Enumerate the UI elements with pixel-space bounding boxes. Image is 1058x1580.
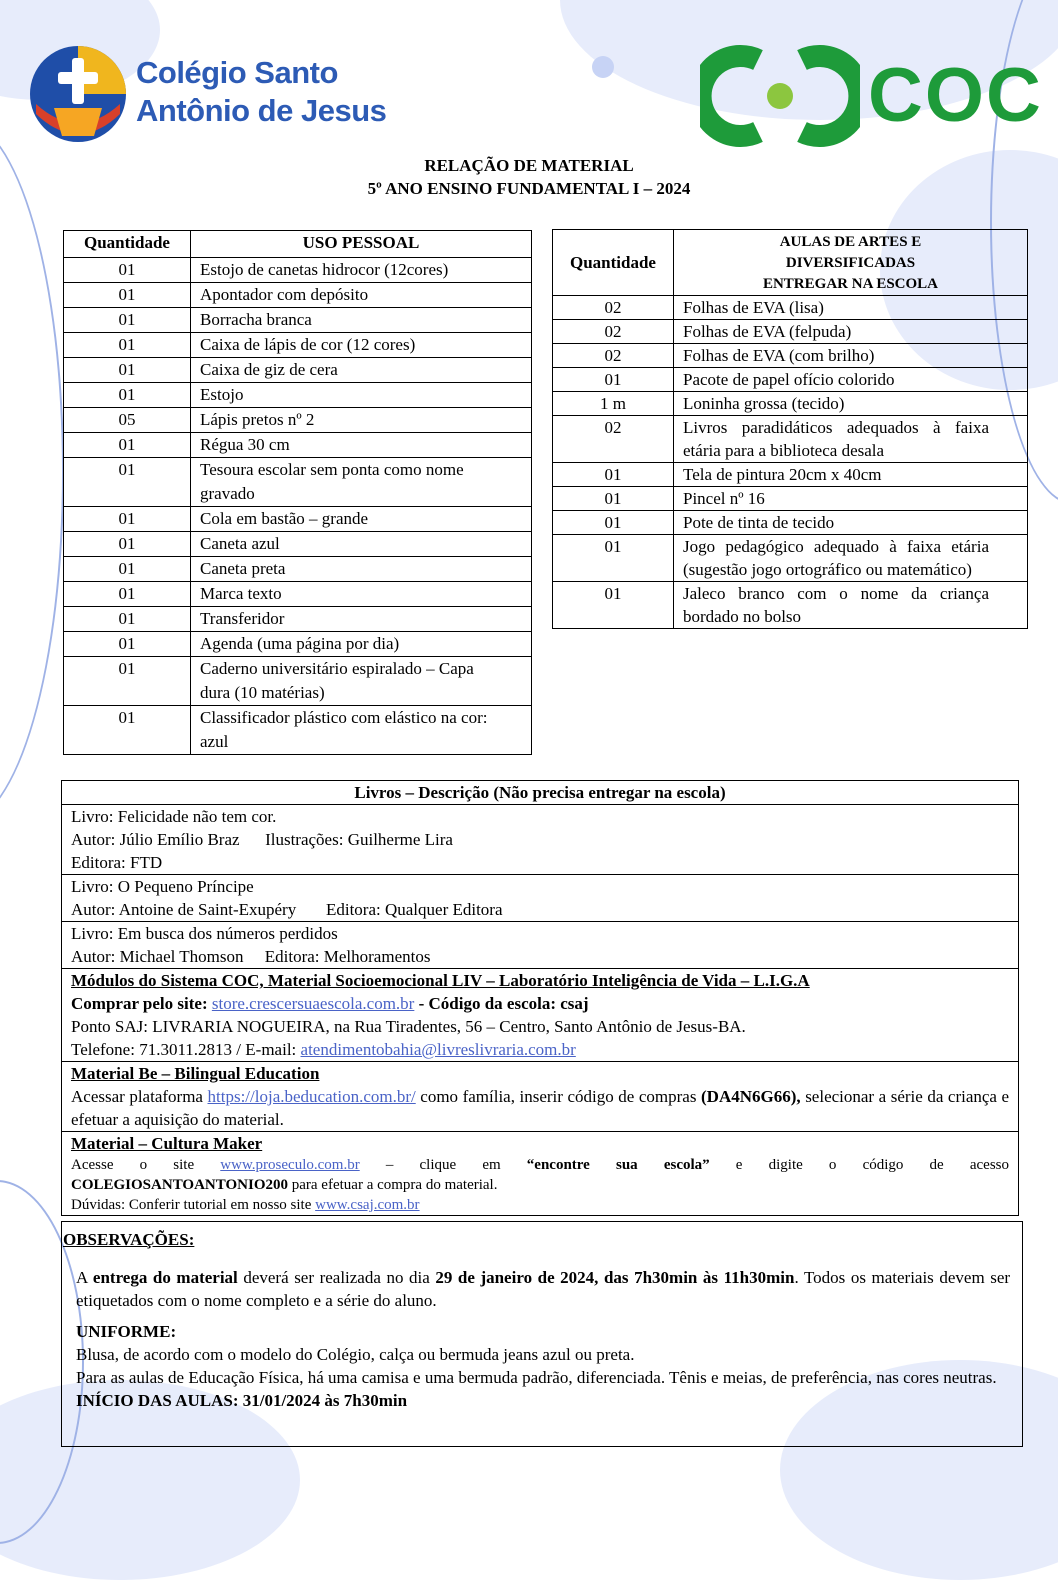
cultura-maker-text-part: Acesse o site (71, 1157, 195, 1173)
quantity-cell: 01 (64, 333, 191, 358)
item-cell: Cola em bastão – grande (191, 507, 532, 532)
book-illustrator: Ilustrações: Guilherme Lira (265, 830, 453, 849)
table-header-row (553, 230, 1028, 296)
table-row (64, 433, 532, 458)
book-row (62, 875, 1019, 922)
item-cell: Livros paradidáticos adequados à faixa etária para a biblioteca desala (674, 416, 1028, 463)
quantity-cell: 01 (64, 258, 191, 283)
table-row (64, 283, 532, 308)
coc-contact-line (71, 1038, 1009, 1061)
item-cell: Agenda (uma página por dia) (191, 632, 532, 657)
cultura-maker-text-part: – clique em (385, 1157, 501, 1173)
quantity-cell: 01 (64, 657, 191, 706)
book-row (62, 922, 1019, 969)
cultura-maker-row (62, 1132, 1019, 1216)
table-row (64, 308, 532, 333)
material-be-text (71, 1085, 1009, 1131)
uso-pessoal-table (63, 230, 532, 755)
table-row (64, 607, 532, 632)
table-row (64, 458, 532, 507)
item-cell: Loninha grossa (tecido) (674, 392, 1028, 416)
quantity-cell: 01 (64, 532, 191, 557)
artes-rows (553, 296, 1028, 629)
table-row (553, 344, 1028, 368)
quantity-cell: 02 (553, 296, 674, 320)
cultura-maker-heading: Material – Cultura Maker (71, 1134, 263, 1153)
item-cell: Folhas de EVA (lisa) (674, 296, 1028, 320)
material-be-text-part: selecionar a série da criança e efetuar a aquisição do material. (71, 1087, 1010, 1129)
quantity-cell: 05 (64, 408, 191, 433)
uniforme-text-2: Para as aulas de Educação Física, há uma camisa e uma bermuda padrão, diferenciada. Tênis e meias, de preferência, nas cores neutras. (76, 1368, 997, 1387)
table-row (64, 657, 532, 706)
item-cell: Caderno universitário espiralado – Capa dura (10 matérias) (191, 657, 532, 706)
book-title: Livro: Em busca dos números perdidos (71, 924, 338, 943)
material-be-code: (DA4N6G66), (701, 1087, 801, 1106)
quantity-cell: 02 (553, 344, 674, 368)
table-row (553, 416, 1028, 463)
cultura-maker-doubt-text: Dúvidas: Conferir tutorial em nosso site (71, 1197, 312, 1213)
quantity-cell: 01 (64, 433, 191, 458)
csaj-link[interactable]: www.csaj.com.br (315, 1197, 420, 1213)
table-row (553, 463, 1028, 487)
book-author-line (71, 945, 1009, 968)
quantity-cell: 01 (553, 535, 674, 582)
table-row (64, 632, 532, 657)
table-row (64, 706, 532, 755)
column-header-artes (674, 230, 1028, 296)
book-author: Autor: Antoine de Saint-Exupéry (71, 900, 297, 919)
cultura-maker-doubts (71, 1195, 1009, 1215)
table-row (553, 582, 1028, 629)
table-row (553, 368, 1028, 392)
quantity-cell: 01 (64, 607, 191, 632)
uso-pessoal-rows (64, 258, 532, 755)
cultura-maker-code-line (71, 1175, 1009, 1195)
column-header-uso-pessoal: USO PESSOAL (191, 231, 532, 258)
item-cell: Transferidor (191, 607, 532, 632)
item-cell: Jaleco branco com o nome da criança bordado no bolso (674, 582, 1028, 629)
school-name (136, 54, 386, 130)
coc-symbol-icon (700, 40, 860, 150)
material-be-row (62, 1062, 1019, 1132)
quantity-cell: 01 (64, 383, 191, 408)
material-be-link[interactable]: https://loja.beducation.com.br/ (207, 1087, 416, 1106)
coc-wordmark: COC (868, 53, 1043, 138)
table-row (64, 333, 532, 358)
item-cell: Folhas de EVA (com brilho) (674, 344, 1028, 368)
uniforme-title: UNIFORME: (76, 1322, 177, 1341)
page-title (0, 154, 1058, 201)
column-header-line2: DIVERSIFICADAS (785, 255, 916, 271)
table-header-row (62, 781, 1019, 805)
coc-buy-label: Comprar pelo site: (71, 994, 208, 1013)
table-header-row (64, 231, 532, 258)
coc-email-link[interactable]: atendimentobahia@livreslivraria.com.br (300, 1040, 576, 1059)
title-line2: 5º ANO ENSINO FUNDAMENTAL I – 2024 (367, 179, 691, 198)
material-be-text-part: como família, inserir código de compras (420, 1087, 697, 1106)
quantity-cell: 01 (64, 458, 191, 507)
item-cell: Estojo de canetas hidrocor (12cores) (191, 258, 532, 283)
coc-logo (700, 40, 1043, 150)
coc-phone: Telefone: 71.3011.2813 / E-mail: (71, 1040, 297, 1059)
item-cell: Tela de pintura 20cm x 40cm (674, 463, 1028, 487)
observacoes-body (76, 1266, 1010, 1412)
school-name-line2: Antônio de Jesus (136, 93, 387, 128)
item-cell: Lápis pretos nº 2 (191, 408, 532, 433)
coc-modules-heading: Módulos do Sistema COC, Material Socioemocional LIV – Laboratório Inteligência de Vida – L.I.G.A (71, 971, 810, 990)
item-cell: Pacote de papel ofício colorido (674, 368, 1028, 392)
book-row (62, 805, 1019, 875)
inicio-das-aulas: INÍCIO DAS AULAS: 31/01/2024 às 7h30min (76, 1391, 408, 1410)
item-cell: Pincel nº 16 (674, 487, 1028, 511)
proseculo-link[interactable]: www.proseculo.com.br (220, 1157, 360, 1173)
cultura-maker-quote: “encontre sua escola” (526, 1157, 710, 1173)
column-header-quantidade: Quantidade (553, 230, 674, 296)
livros-table (61, 780, 1019, 1216)
book-publisher: Editora: Melhoramentos (264, 947, 431, 966)
table-row (64, 557, 532, 582)
title-line1: RELAÇÃO DE MATERIAL (424, 156, 634, 175)
item-cell: Estojo (191, 383, 532, 408)
book-author: Autor: Michael Thomson (71, 947, 244, 966)
cultura-maker-text-part: para efetuar a compra do material. (291, 1177, 498, 1193)
table-row (553, 320, 1028, 344)
quantity-cell: 01 (553, 511, 674, 535)
livros-header: Livros – Descrição (Não precisa entregar na escola) (62, 781, 1019, 805)
table-row (553, 487, 1028, 511)
delivery-text: . Todos os materiais devem ser etiquetados com o nome completo e a série do aluno. (76, 1268, 1011, 1310)
quantity-cell: 01 (64, 507, 191, 532)
book-author-line (71, 898, 1009, 921)
table-row (64, 358, 532, 383)
quantity-cell: 01 (553, 487, 674, 511)
item-cell: Régua 30 cm (191, 433, 532, 458)
table-row (553, 511, 1028, 535)
book-publisher: Editora: Qualquer Editora (325, 900, 503, 919)
cultura-maker-text-part: e digite o código de acesso (735, 1157, 1010, 1173)
delivery-text: A (76, 1268, 88, 1287)
table-row (64, 383, 532, 408)
quantity-cell: 01 (64, 308, 191, 333)
column-header-line1: AULAS DE ARTES E (779, 234, 922, 250)
column-header-quantidade: Quantidade (64, 231, 191, 258)
table-row (64, 258, 532, 283)
quantity-cell: 01 (64, 632, 191, 657)
book-author: Autor: Júlio Emílio Braz (71, 830, 240, 849)
coc-school-code: - Código da escola: csaj (418, 994, 589, 1013)
quantity-cell: 02 (553, 320, 674, 344)
item-cell: Classificador plástico com elástico na cor: azul (191, 706, 532, 755)
cultura-maker-text (71, 1155, 1009, 1175)
table-row (553, 535, 1028, 582)
book-author-line (71, 828, 1009, 851)
delivery-text: deverá ser realizada no dia (243, 1268, 430, 1287)
material-be-text-part: Acessar plataforma (71, 1087, 203, 1106)
item-cell: Apontador com depósito (191, 283, 532, 308)
item-cell: Caixa de giz de cera (191, 358, 532, 383)
table-row (64, 507, 532, 532)
table-row (64, 408, 532, 433)
quantity-cell: 01 (64, 358, 191, 383)
school-crest-icon (28, 44, 128, 144)
quantity-cell: 01 (553, 463, 674, 487)
quantity-cell: 01 (553, 368, 674, 392)
uniforme-text-1: Blusa, de acordo com o modelo do Colégio, calça ou bermuda jeans azul ou preta. (76, 1345, 635, 1364)
item-cell: Marca texto (191, 582, 532, 607)
item-cell: Folhas de EVA (felpuda) (674, 320, 1028, 344)
observacoes-title: OBSERVAÇÕES: (63, 1230, 195, 1249)
background-dot (592, 56, 614, 78)
book-title: Livro: O Pequeno Príncipe (71, 877, 254, 896)
delivery-highlight: entrega do material (92, 1268, 238, 1287)
item-cell: Tesoura escolar sem ponta como nome gravado (191, 458, 532, 507)
delivery-date: 29 de janeiro de 2024, das 7h30min às 11h30min (435, 1268, 795, 1287)
cultura-maker-code: COLEGIOSANTOANTONIO200 (71, 1177, 288, 1193)
table-row (553, 296, 1028, 320)
table-row (64, 582, 532, 607)
item-cell: Caixa de lápis de cor (12 cores) (191, 333, 532, 358)
quantity-cell: 01 (64, 706, 191, 755)
school-name-line1: Colégio Santo (136, 55, 338, 90)
quantity-cell: 01 (553, 582, 674, 629)
book-title: Livro: Felicidade não tem cor. (71, 807, 277, 826)
quantity-cell: 01 (64, 283, 191, 308)
coc-modules-row (62, 969, 1019, 1062)
background-curve (0, 120, 64, 824)
delivery-paragraph (76, 1266, 1010, 1312)
item-cell: Caneta preta (191, 557, 532, 582)
coc-point-of-sale: Ponto SAJ: LIVRARIA NOGUEIRA, na Rua Tiradentes, 56 – Centro, Santo Antônio de Jesus-BA. (71, 1017, 746, 1036)
table-row (64, 532, 532, 557)
quantity-cell: 01 (64, 582, 191, 607)
quantity-cell: 02 (553, 416, 674, 463)
column-header-line3: ENTREGAR NA ESCOLA (762, 276, 939, 292)
book-publisher: Editora: FTD (71, 853, 163, 872)
item-cell: Caneta azul (191, 532, 532, 557)
quantity-cell: 01 (64, 557, 191, 582)
observacoes-box (61, 1221, 1023, 1447)
artes-table (552, 229, 1028, 629)
coc-store-link[interactable]: store.crescersuaescola.com.br (211, 994, 415, 1013)
table-row (553, 392, 1028, 416)
quantity-cell: 1 m (553, 392, 674, 416)
coc-buy-line (71, 992, 1009, 1015)
school-logo (28, 44, 468, 144)
item-cell: Jogo pedagógico adequado à faixa etária (sugestão jogo ortográfico ou matemático) (674, 535, 1028, 582)
material-be-heading: Material Be – Bilingual Education (71, 1064, 320, 1083)
item-cell: Borracha branca (191, 308, 532, 333)
item-cell: Pote de tinta de tecido (674, 511, 1028, 535)
